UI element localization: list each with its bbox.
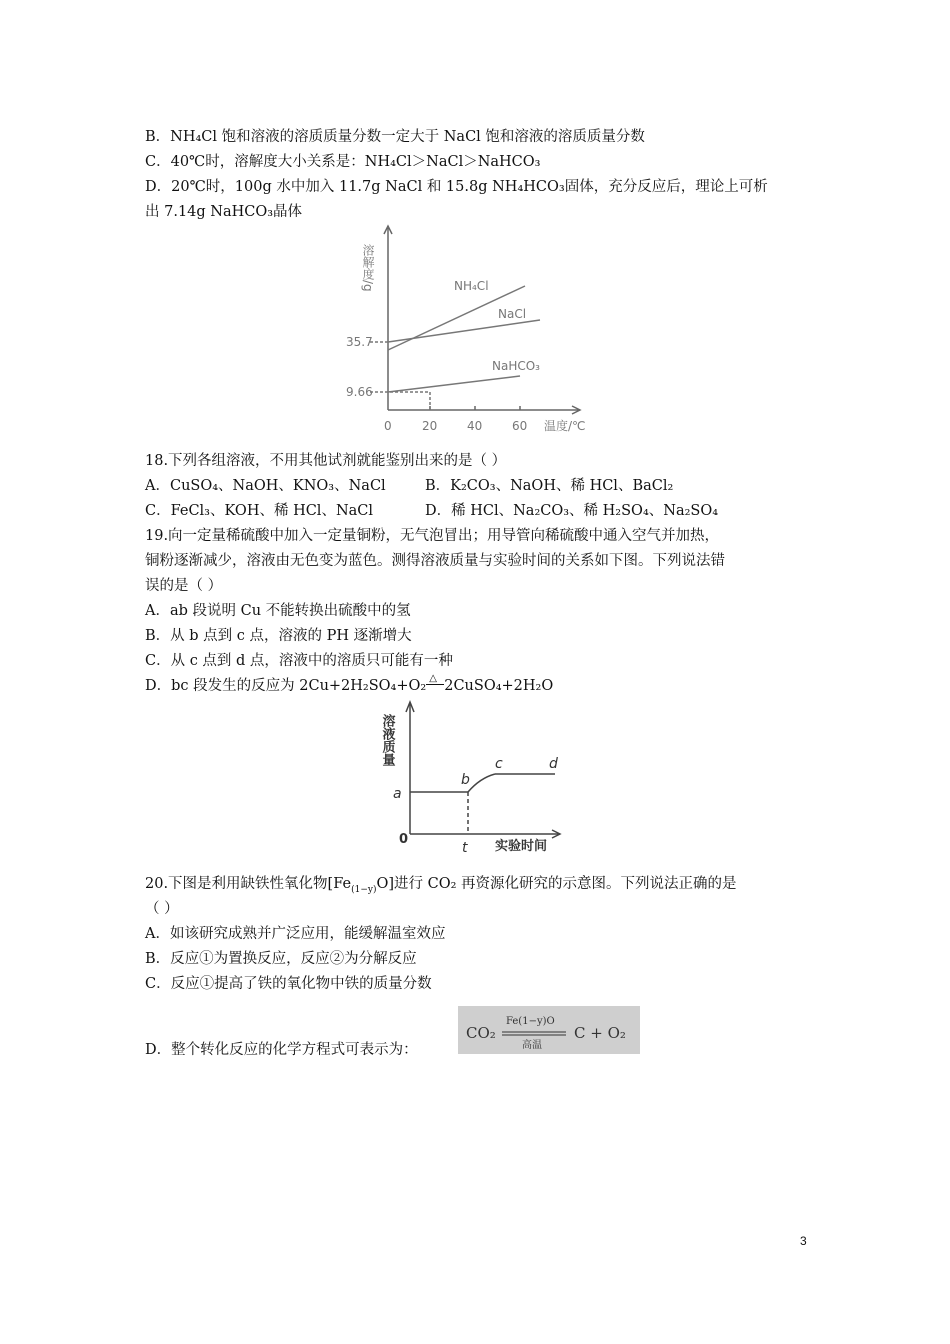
nahco3-curve bbox=[388, 376, 520, 392]
q19-stem-line2: 铜粉逐渐减少，溶液由无色变为蓝色。测得溶液质量与实验时间的关系如下图。下列说法错 bbox=[145, 553, 725, 569]
point-b-label: b bbox=[461, 772, 470, 788]
segment-bc bbox=[468, 774, 495, 792]
q18-option-c: C．FeCl₃、KOH、稀 HCl、NaCl bbox=[145, 503, 374, 519]
point-c-label: c bbox=[495, 756, 503, 772]
q20-stem-line1 bbox=[145, 874, 737, 900]
point-a-label: a bbox=[393, 786, 402, 802]
solution-mass-chart bbox=[355, 698, 575, 858]
legend-nahco3: NaHCO₃ bbox=[492, 359, 540, 373]
q17-option-c: C．40℃时，溶解度大小关系是：NH₄Cl＞NaCl＞NaHCO₃ bbox=[145, 154, 541, 170]
solubility-ytick-9-66: 9.66 bbox=[346, 385, 373, 399]
q19-option-d-right: 2CuSO₄+2H₂O bbox=[444, 678, 554, 694]
q19-option-d bbox=[145, 673, 554, 696]
q20-stem-line2: （ ） bbox=[145, 901, 179, 917]
page-number: 3 bbox=[800, 1234, 807, 1248]
eq-condition: 高温 bbox=[522, 1040, 542, 1051]
legend-nh4cl: NH₄Cl bbox=[454, 279, 489, 293]
q19-option-b: B．从 b 点到 c 点，溶液的 PH 逐渐增大 bbox=[145, 628, 412, 644]
time-t-label: t bbox=[462, 840, 468, 856]
mass-y-label: 溶液质量 bbox=[379, 714, 395, 766]
eq-right: C + O₂ bbox=[574, 1024, 626, 1042]
solubility-y-label: 溶解度/g bbox=[361, 244, 375, 292]
solubility-xtick-0: 0 bbox=[384, 419, 392, 433]
solubility-xtick-20: 20 bbox=[422, 419, 438, 433]
q18-option-d: D．稀 HCl、Na₂CO₃、稀 H₂SO₄、Na₂SO₄ bbox=[425, 503, 719, 519]
q20-stem-sub: (1−y) bbox=[351, 884, 377, 895]
q17-option-d-line1: D．20℃时，100g 水中加入 11.7g NaCl 和 15.8g NH₄HCO₃固体，充分反应后，理论上可析 bbox=[145, 179, 768, 195]
point-d-label: d bbox=[549, 756, 558, 772]
q19-stem-line1: 19.向一定量稀硫酸中加入一定量铜粉，无气泡冒出；用导管向稀硫酸中通入空气并加热， bbox=[145, 528, 720, 544]
q18-stem: 18.下列各组溶液，不用其他试剂就能鉴别出来的是（ ） bbox=[145, 453, 507, 469]
solubility-x-label: 温度/℃ bbox=[544, 419, 586, 433]
q17-option-d-line2: 出 7.14g NaHCO₃晶体 bbox=[145, 204, 303, 220]
mass-origin: 0 bbox=[399, 832, 409, 847]
q17-option-b: B．NH₄Cl 饱和溶液的溶质质量分数一定大于 NaCl 饱和溶液的溶质质量分数 bbox=[145, 129, 645, 145]
q20-option-a: A．如该研究成熟并广泛应用，能缓解温室效应 bbox=[145, 926, 446, 942]
eq-catalyst: Fe(1−y)O bbox=[506, 1016, 555, 1027]
mass-x-label: 实验时间 bbox=[495, 839, 548, 854]
nacl-curve bbox=[388, 320, 540, 342]
q20-option-c: C．反应①提高了铁的氧化物中铁的质量分数 bbox=[145, 976, 432, 992]
heating-symbol: △ bbox=[429, 673, 437, 684]
q19-option-a: A．ab 段说明 Cu 不能转换出硫酸中的氢 bbox=[145, 603, 411, 619]
q19-option-d-left: D．bc 段发生的反应为 2Cu+2H₂SO₄+O₂ bbox=[145, 678, 427, 694]
q19-option-c: C．从 c 点到 d 点，溶液中的溶质只可能有一种 bbox=[145, 653, 453, 669]
q20-option-d: D．整个转化反应的化学方程式可表示为： bbox=[145, 1042, 418, 1058]
legend-nacl: NaCl bbox=[498, 307, 527, 321]
solubility-ytick-35-7: 35.7 bbox=[346, 335, 373, 349]
overall-equation bbox=[458, 1006, 640, 1054]
solubility-chart bbox=[330, 222, 610, 440]
q18-option-a: A．CuSO₄、NaOH、KNO₃、NaCl bbox=[145, 478, 386, 494]
solubility-xtick-40: 40 bbox=[467, 419, 483, 433]
q20-option-b: B．反应①为置换反应，反应②为分解反应 bbox=[145, 951, 417, 967]
q20-stem-pre: 20.下图是利用缺铁性氧化物[Fe bbox=[145, 876, 352, 892]
eq-left: CO₂ bbox=[466, 1024, 496, 1042]
q18-option-b: B．K₂CO₃、NaOH、稀 HCl、BaCl₂ bbox=[425, 478, 674, 494]
q19-stem-line3: 误的是（ ） bbox=[145, 578, 223, 594]
q20-stem-post: O]进行 CO₂ 再资源化研究的示意图。下列说法正确的是 bbox=[376, 876, 737, 892]
solubility-xtick-60: 60 bbox=[512, 419, 528, 433]
